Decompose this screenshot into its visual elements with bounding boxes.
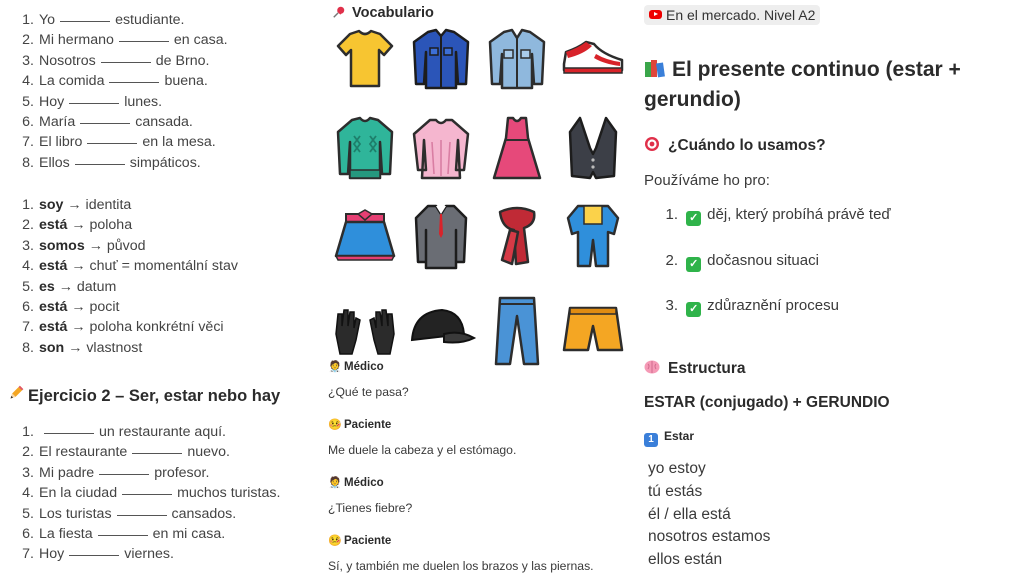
list-item: 3. ✓ zdůraznění procesu — [665, 297, 839, 315]
vocabulary-title: Vocabulario — [332, 5, 434, 21]
answer-blank — [119, 41, 169, 42]
exercise1-answers — [14, 195, 238, 358]
answer-item: 4. está → chuť = momentální stav — [22, 258, 238, 275]
speaker-label: 🤒 Paciente — [328, 533, 632, 550]
answer-blank — [60, 21, 110, 22]
shorts-icon — [556, 294, 630, 366]
sneaker-icon — [556, 24, 630, 96]
answer-blank — [69, 103, 119, 104]
list-item: 4. La comida buena. — [22, 73, 208, 90]
sweater-icon — [328, 112, 402, 184]
gloves-icon — [328, 294, 402, 366]
keycap-one-icon: 1 — [644, 433, 658, 447]
conjugation-list — [648, 458, 770, 572]
brain-icon — [644, 360, 668, 378]
cap-icon — [404, 294, 478, 366]
vocabulary-column — [322, 0, 634, 576]
checkmark-icon: ✓ — [686, 257, 701, 272]
step-heading: 1 Estar — [644, 429, 694, 447]
target-icon — [644, 136, 668, 155]
answer-item: 2. está → poloha — [22, 217, 133, 234]
youtube-icon — [649, 10, 662, 19]
answer-blank — [117, 515, 167, 516]
answer-blank — [122, 494, 172, 495]
page-title: El presente continuo (estar + gerundio) — [644, 55, 1016, 115]
list-item: 1. un restaurante aquí. — [22, 424, 226, 440]
dialog-line: ¿Qué te pasa? — [328, 385, 409, 399]
dialog — [328, 358, 632, 576]
overalls-icon — [556, 200, 630, 272]
speaker-label: 🤒 Paciente — [328, 417, 632, 434]
doctor-icon: 🧑‍⚕️ — [328, 361, 342, 373]
list-item: 5. Hoy lunes. — [22, 93, 163, 110]
answer-blank — [99, 474, 149, 475]
scarf-icon — [480, 200, 554, 272]
skirt-icon — [328, 200, 402, 272]
checkmark-icon: ✓ — [686, 302, 701, 317]
list-item: ellos están — [648, 551, 723, 569]
list-item: 6. La fiesta en mi casa. — [22, 526, 226, 543]
structure-heading: Estructura — [644, 360, 746, 378]
answer-item: 6. está → pocit — [22, 299, 120, 316]
patient-icon: 🤒 — [328, 419, 342, 431]
list-item: 4. En la ciudad muchos turistas. — [22, 485, 281, 502]
list-item: 3. Nosotros de Brno. — [22, 52, 210, 69]
exercise2-title: Ejercicio 2 – Ser, estar nebo hay — [8, 384, 280, 406]
list-item: tú estás — [648, 482, 703, 500]
exercise1-questions — [14, 10, 228, 173]
formula: ESTAR (conjugado) + GERUNDIO — [644, 394, 890, 411]
denim-jacket-icon — [480, 24, 554, 96]
exercise2-questions — [14, 422, 280, 565]
exercise-column — [0, 0, 322, 576]
list-item: 2. ✓ dočasnou situaci — [665, 251, 819, 270]
jeans-icon — [480, 294, 554, 366]
when-heading: ¿Cuándo lo usamos? — [644, 136, 826, 155]
list-item: 8. Ellos simpáticos. — [22, 154, 201, 171]
list-item: yo estoy — [648, 460, 706, 477]
list-item: 6. María cansada. — [22, 114, 193, 131]
doctor-icon: 🧑‍⚕️ — [328, 477, 342, 489]
dialog-line: ¿Tienes fiebre? — [328, 501, 413, 515]
speaker-label: 🧑‍⚕️ Médico — [328, 475, 632, 492]
answer-item: 5. es → datum — [22, 278, 117, 295]
list-item: 5. Los turistas cansados. — [22, 505, 237, 522]
list-item: 3. Mi padre profesor. — [22, 464, 210, 481]
answer-item: 8. son → vlastnost — [22, 339, 143, 356]
list-item: él / ella está — [648, 505, 731, 523]
pushpin-icon — [332, 5, 352, 21]
answer-item: 3. somos → původ — [22, 237, 146, 254]
answer-blank — [80, 123, 130, 124]
answer-blank — [87, 143, 137, 144]
list-item: 2. Mi hermano en casa. — [22, 32, 228, 49]
vest-icon — [556, 112, 630, 184]
checkmark-icon: ✓ — [686, 211, 701, 226]
answer-item: 1. soy → identita — [22, 197, 132, 213]
blouse-icon — [404, 112, 478, 184]
answer-item: 7. está → poloha konkrétní věci — [22, 319, 224, 336]
patient-icon: 🤒 — [328, 535, 342, 547]
dialog-line: Sí, y también me duelen los brazos y las piernas. — [328, 559, 594, 573]
answer-blank — [132, 453, 182, 454]
answer-blank — [98, 535, 148, 536]
answer-blank — [44, 433, 94, 434]
answer-blank — [69, 555, 119, 556]
list-item: 1. ✓ děj, který probíhá právě teď — [665, 206, 891, 224]
speaker-label: 🧑‍⚕️ Médico — [328, 359, 632, 376]
clothing-grid — [328, 24, 628, 360]
answer-blank — [75, 164, 125, 165]
list-item: nosotros estamos — [648, 528, 771, 546]
answer-blank — [109, 82, 159, 83]
uses-list — [658, 206, 891, 343]
dress-icon — [480, 112, 554, 184]
list-item: 2. El restaurante nuevo. — [22, 444, 230, 461]
video-link[interactable]: En el mercado. Nivel A2 — [644, 5, 820, 25]
pencil-icon — [8, 384, 28, 406]
list-item: 1. Yo estudiante. — [22, 12, 185, 28]
uses-intro: Používáme ho pro: — [644, 172, 770, 189]
books-icon — [644, 55, 672, 85]
list-item: 7. Hoy viernes. — [22, 546, 174, 563]
grammar-column — [634, 0, 1024, 576]
suit-icon — [404, 200, 478, 272]
list-item: 7. El libro en la mesa. — [22, 134, 216, 151]
answer-blank — [101, 62, 151, 63]
dialog-line: Me duele la cabeza y el estómago. — [328, 443, 517, 457]
t-shirt-icon — [328, 24, 402, 96]
shirt-icon — [404, 24, 478, 96]
